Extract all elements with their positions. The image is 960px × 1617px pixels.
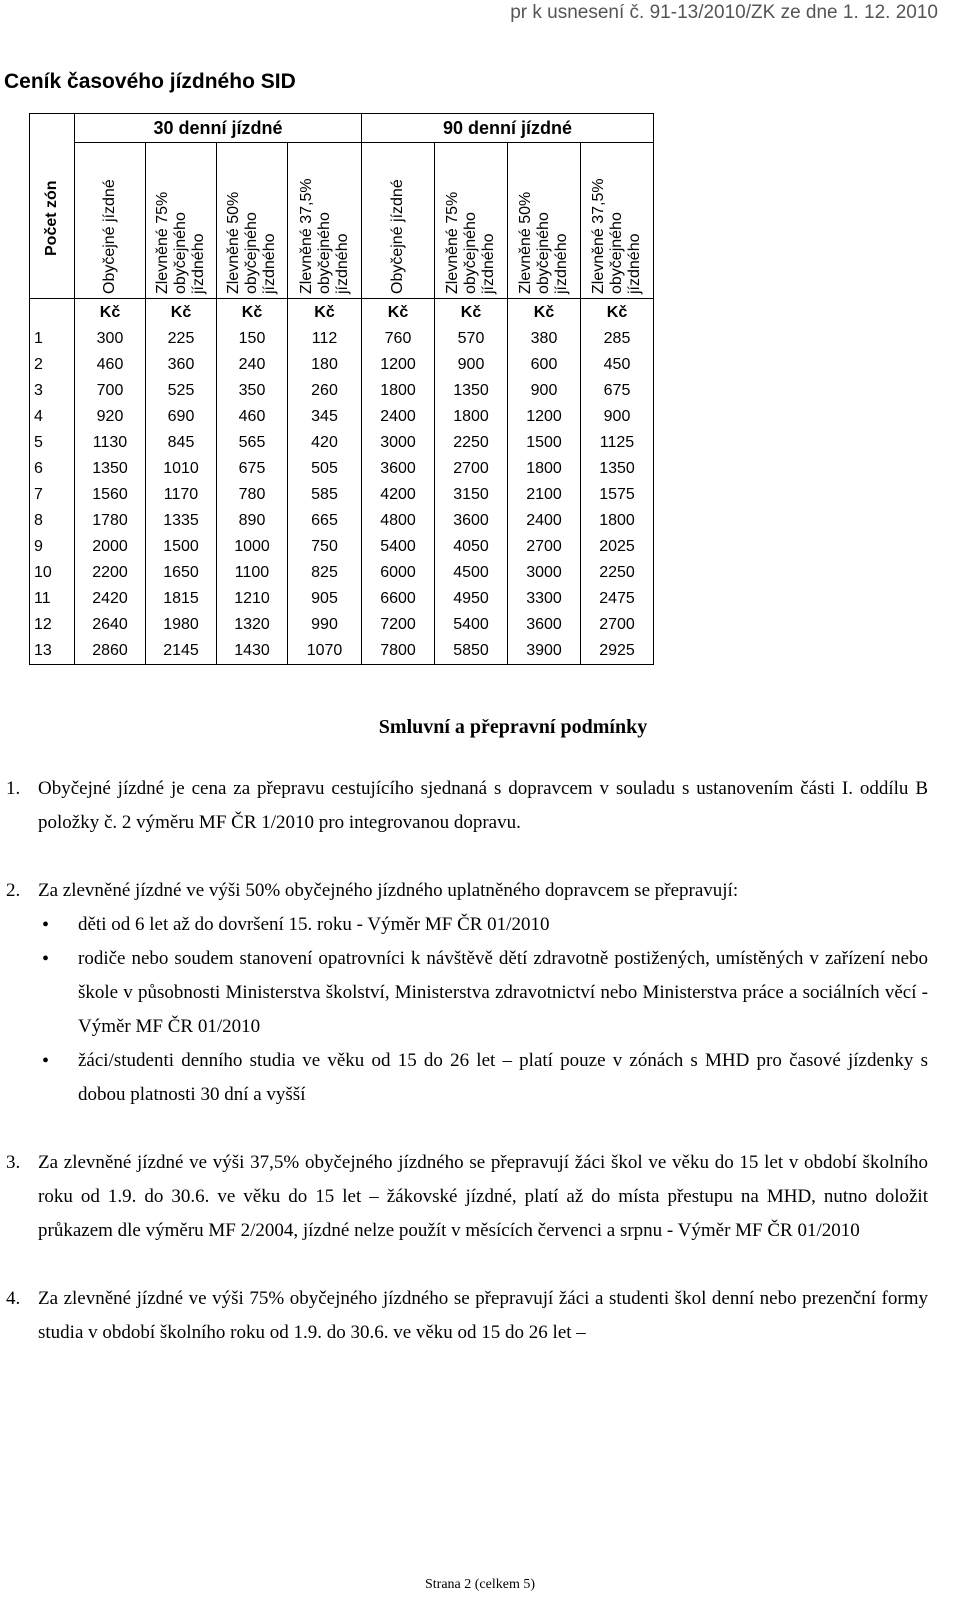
table-row bbox=[30, 586, 654, 612]
price-cell: 450 bbox=[581, 352, 654, 378]
price-cell: 585 bbox=[288, 482, 362, 508]
price-cell: 2145 bbox=[146, 638, 217, 665]
column-header-line: jízdného bbox=[261, 233, 278, 294]
condition-number: 1. bbox=[6, 778, 21, 799]
table-row bbox=[30, 352, 654, 378]
column-header-line: obyčejného bbox=[315, 211, 333, 294]
column-header-row bbox=[30, 143, 654, 299]
price-cell: 1430 bbox=[217, 638, 288, 665]
column-header-line: obyčejného bbox=[172, 211, 189, 294]
price-cell: 225 bbox=[146, 326, 217, 352]
price-cell: 675 bbox=[217, 456, 288, 482]
table-row bbox=[30, 430, 654, 456]
price-cell: 2925 bbox=[581, 638, 654, 665]
price-cell: 2700 bbox=[581, 612, 654, 638]
price-cell: 3150 bbox=[435, 482, 508, 508]
column-header-line: Obyčejné jízdné bbox=[389, 178, 406, 294]
price-cell: 565 bbox=[217, 430, 288, 456]
condition-item-4 bbox=[6, 1282, 928, 1350]
zone-count-cell: 4 bbox=[30, 404, 75, 430]
price-cell: 1500 bbox=[146, 534, 217, 560]
column-header-line: jízdného bbox=[190, 233, 207, 294]
price-cell: 1815 bbox=[146, 586, 217, 612]
group-header-30: 30 denní jízdné bbox=[75, 114, 362, 143]
price-cell: 2025 bbox=[581, 534, 654, 560]
price-cell: 4050 bbox=[435, 534, 508, 560]
condition-text: Za zlevněné jízdné ve výši 75% obyčejného jízdného se přepravují žáci a studenti škol denní nebo prezenční formy studia v období školního roku od 1.9. do 30.6. ve věku od 15 do 26 let – bbox=[38, 1288, 928, 1343]
price-cell: 240 bbox=[217, 352, 288, 378]
price-cell: 900 bbox=[581, 404, 654, 430]
price-cell: 6000 bbox=[362, 560, 435, 586]
price-cell: 2400 bbox=[362, 404, 435, 430]
price-cell: 2250 bbox=[435, 430, 508, 456]
price-cell: 420 bbox=[288, 430, 362, 456]
column-header-cell bbox=[75, 143, 146, 299]
bullet-item: • rodiče nebo soudem stanovení opatrovníci k návštěvě dětí zdravotně postižených, umístěných v zařízení nebo škole v působnosti Ministerstva školství, Ministerstva zdravotnictví nebo Ministerstva práce a sociálních věcí - Výměr MF ČR 01/2010 bbox=[38, 942, 928, 1044]
price-cell: 900 bbox=[435, 352, 508, 378]
bullet-item: • děti od 6 let až do dovršení 15. roku - Výměr MF ČR 01/2010 bbox=[38, 908, 928, 942]
conditions-heading: Smluvní a přepravní podmínky bbox=[378, 716, 648, 738]
price-cell: 4200 bbox=[362, 482, 435, 508]
column-header bbox=[298, 148, 352, 294]
price-cell: 380 bbox=[508, 326, 581, 352]
zone-count-cell: 1 bbox=[30, 326, 75, 352]
column-header-cell bbox=[288, 143, 362, 299]
price-cell: 825 bbox=[288, 560, 362, 586]
column-header bbox=[590, 148, 644, 294]
table-row bbox=[30, 638, 654, 665]
price-cell: 7800 bbox=[362, 638, 435, 665]
column-header-line: jízdného bbox=[626, 233, 643, 294]
price-cell: 1125 bbox=[581, 430, 654, 456]
condition-text: Za zlevněné jízdné ve výši 37,5% obyčejného jízdného se přepravují žáci škol ve věku do 15 let v období školního roku od 1.9. do 30.6. ve věku do 15 let – žákovské jízdné, platí až do místa přestupu na MHD, nutno doložit průkazem dle výměru MF 2/2004, jízdné nelze použít v měsících červenci a srpnu - Výměr MF ČR 01/2010 bbox=[38, 1152, 928, 1241]
condition-item-1 bbox=[6, 772, 928, 840]
table-row bbox=[30, 612, 654, 638]
price-cell: 2100 bbox=[508, 482, 581, 508]
price-cell: 1800 bbox=[581, 508, 654, 534]
unit-cell: Kč bbox=[508, 299, 581, 327]
zone-count-cell: 3 bbox=[30, 378, 75, 404]
table-row bbox=[30, 534, 654, 560]
header-reference: pr k usnesení č. 91-13/2010/ZK ze dne 1. 12. 2010 bbox=[510, 2, 938, 23]
price-cell: 990 bbox=[288, 612, 362, 638]
price-cell: 570 bbox=[435, 326, 508, 352]
price-cell: 4800 bbox=[362, 508, 435, 534]
price-cell: 6600 bbox=[362, 586, 435, 612]
column-header-line: jízdného bbox=[553, 233, 570, 294]
unit-cell: Kč bbox=[435, 299, 508, 327]
price-cell: 260 bbox=[288, 378, 362, 404]
column-header-cell bbox=[581, 143, 654, 299]
price-cell: 1780 bbox=[75, 508, 146, 534]
column-header bbox=[517, 148, 571, 294]
unit-cell: Kč bbox=[217, 299, 288, 327]
zone-count-cell: 2 bbox=[30, 352, 75, 378]
price-cell: 460 bbox=[75, 352, 146, 378]
table-row bbox=[30, 326, 654, 352]
unit-cell: Kč bbox=[75, 299, 146, 327]
price-cell: 1100 bbox=[217, 560, 288, 586]
table-row bbox=[30, 482, 654, 508]
price-cell: 1210 bbox=[217, 586, 288, 612]
condition-item-2 bbox=[6, 874, 928, 1112]
price-cell: 665 bbox=[288, 508, 362, 534]
unit-cell: Kč bbox=[146, 299, 217, 327]
price-cell: 285 bbox=[581, 326, 654, 352]
zone-count-cell: 13 bbox=[30, 638, 75, 665]
price-cell: 460 bbox=[217, 404, 288, 430]
price-cell: 920 bbox=[75, 404, 146, 430]
price-cell: 675 bbox=[581, 378, 654, 404]
price-cell: 2700 bbox=[508, 534, 581, 560]
price-cell: 1800 bbox=[362, 378, 435, 404]
price-cell: 2400 bbox=[508, 508, 581, 534]
column-header-cell bbox=[435, 143, 508, 299]
price-cell: 900 bbox=[508, 378, 581, 404]
price-cell: 1575 bbox=[581, 482, 654, 508]
zone-count-cell: 11 bbox=[30, 586, 75, 612]
column-header-cell bbox=[508, 143, 581, 299]
zone-count-cell: 9 bbox=[30, 534, 75, 560]
price-cell: 600 bbox=[508, 352, 581, 378]
table-row bbox=[30, 456, 654, 482]
price-cell: 1980 bbox=[146, 612, 217, 638]
conditions-section bbox=[6, 710, 928, 1350]
price-cell: 1200 bbox=[508, 404, 581, 430]
column-header bbox=[154, 148, 208, 294]
price-cell: 3000 bbox=[508, 560, 581, 586]
column-header-cell bbox=[217, 143, 288, 299]
condition-number: 4. bbox=[6, 1288, 21, 1309]
price-cell: 345 bbox=[288, 404, 362, 430]
zone-count-cell: 12 bbox=[30, 612, 75, 638]
zones-header: Počet zón bbox=[43, 180, 60, 256]
price-cell: 760 bbox=[362, 326, 435, 352]
price-cell: 360 bbox=[146, 352, 217, 378]
price-table bbox=[29, 113, 654, 665]
price-cell: 780 bbox=[217, 482, 288, 508]
price-cell: 505 bbox=[288, 456, 362, 482]
unit-blank-cell bbox=[30, 299, 75, 327]
bullet-list bbox=[38, 908, 928, 1112]
column-header-line: jízdného bbox=[333, 233, 351, 294]
column-header-line: obyčejného bbox=[462, 211, 479, 294]
price-cell: 350 bbox=[217, 378, 288, 404]
column-header-line: Zlevněné 50% bbox=[225, 191, 242, 294]
price-cell: 1800 bbox=[435, 404, 508, 430]
price-cell: 525 bbox=[146, 378, 217, 404]
unit-cell: Kč bbox=[362, 299, 435, 327]
condition-number: 2. bbox=[6, 880, 21, 901]
price-cell: 2200 bbox=[75, 560, 146, 586]
price-cell: 750 bbox=[288, 534, 362, 560]
condition-text: Obyčejné jízdné je cena za přepravu cestujícího sjednaná s dopravcem v souladu s ustanovením části I. oddílu B položky č. 2 výměru MF ČR 1/2010 pro integrovanou dopravu. bbox=[38, 778, 928, 833]
column-header bbox=[444, 148, 498, 294]
column-header bbox=[225, 148, 279, 294]
column-header-line: Zlevněné 75% bbox=[444, 191, 461, 294]
group-header-90: 90 denní jízdné bbox=[362, 114, 654, 143]
column-header-line: Zlevněné 75% bbox=[154, 191, 171, 294]
column-header-line: Zlevněné 37,5% bbox=[297, 177, 315, 294]
price-cell: 690 bbox=[146, 404, 217, 430]
price-cell: 3600 bbox=[362, 456, 435, 482]
price-cell: 7200 bbox=[362, 612, 435, 638]
column-header-line: jízdného bbox=[480, 233, 497, 294]
price-cell: 2640 bbox=[75, 612, 146, 638]
column-header-line: obyčejného bbox=[243, 211, 260, 294]
table-row bbox=[30, 404, 654, 430]
price-cell: 1350 bbox=[75, 456, 146, 482]
price-cell: 1320 bbox=[217, 612, 288, 638]
unit-cell: Kč bbox=[581, 299, 654, 327]
price-cell: 2420 bbox=[75, 586, 146, 612]
price-cell: 905 bbox=[288, 586, 362, 612]
column-header-line: Obyčejné jízdné bbox=[101, 178, 118, 294]
price-cell: 1500 bbox=[508, 430, 581, 456]
price-cell: 1335 bbox=[146, 508, 217, 534]
bullet-item: • žáci/studenti denního studia ve věku od 15 do 26 let – platí pouze v zónách s MHD pro časové jízdenky s dobou platnosti 30 dní a vyšší bbox=[38, 1044, 928, 1112]
zone-count-cell: 8 bbox=[30, 508, 75, 534]
price-cell: 2000 bbox=[75, 534, 146, 560]
column-header-cell bbox=[362, 143, 435, 299]
price-cell: 1650 bbox=[146, 560, 217, 586]
unit-row bbox=[30, 299, 654, 327]
unit-cell: Kč bbox=[288, 299, 362, 327]
price-cell: 3600 bbox=[508, 612, 581, 638]
zone-count-cell: 7 bbox=[30, 482, 75, 508]
price-cell: 3300 bbox=[508, 586, 581, 612]
table-row bbox=[30, 508, 654, 534]
price-cell: 2250 bbox=[581, 560, 654, 586]
price-cell: 300 bbox=[75, 326, 146, 352]
price-cell: 1560 bbox=[75, 482, 146, 508]
column-header-cell bbox=[146, 143, 217, 299]
price-cell: 5850 bbox=[435, 638, 508, 665]
price-cell: 112 bbox=[288, 326, 362, 352]
table-row bbox=[30, 378, 654, 404]
price-cell: 3000 bbox=[362, 430, 435, 456]
zone-count-cell: 5 bbox=[30, 430, 75, 456]
price-cell: 1350 bbox=[435, 378, 508, 404]
page-footer: Strana 2 (celkem 5) bbox=[424, 1577, 535, 1592]
price-cell: 3900 bbox=[508, 638, 581, 665]
price-cell: 150 bbox=[217, 326, 288, 352]
column-header-line: obyčejného bbox=[608, 211, 625, 294]
price-cell: 2860 bbox=[75, 638, 146, 665]
zone-count-cell: 6 bbox=[30, 456, 75, 482]
column-header-line: Zlevněné 50% bbox=[517, 191, 534, 294]
price-cell: 1130 bbox=[75, 430, 146, 456]
zone-count-cell: 10 bbox=[30, 560, 75, 586]
price-cell: 890 bbox=[217, 508, 288, 534]
condition-text: Za zlevněné jízdné ve výši 50% obyčejného jízdného uplatněného dopravcem se přepravují: bbox=[38, 880, 739, 901]
price-cell: 5400 bbox=[362, 534, 435, 560]
column-header bbox=[101, 148, 119, 294]
price-cell: 1010 bbox=[146, 456, 217, 482]
price-cell: 180 bbox=[288, 352, 362, 378]
condition-item-3 bbox=[6, 1146, 928, 1248]
price-cell: 4500 bbox=[435, 560, 508, 586]
price-cell: 3600 bbox=[435, 508, 508, 534]
zones-header-cell bbox=[30, 114, 75, 299]
column-header-line: obyčejného bbox=[535, 211, 552, 294]
table-row bbox=[30, 560, 654, 586]
price-cell: 1000 bbox=[217, 534, 288, 560]
price-cell: 4950 bbox=[435, 586, 508, 612]
price-cell: 700 bbox=[75, 378, 146, 404]
table-group-header-row bbox=[30, 114, 654, 143]
price-cell: 1170 bbox=[146, 482, 217, 508]
price-cell: 1070 bbox=[288, 638, 362, 665]
price-cell: 1800 bbox=[508, 456, 581, 482]
column-header bbox=[389, 148, 407, 294]
column-header-line: Zlevněné 37,5% bbox=[590, 177, 607, 294]
price-cell: 845 bbox=[146, 430, 217, 456]
document-title: Ceník časového jízdného SID bbox=[4, 70, 296, 93]
price-cell: 2475 bbox=[581, 586, 654, 612]
price-cell: 1350 bbox=[581, 456, 654, 482]
price-cell: 1200 bbox=[362, 352, 435, 378]
condition-number: 3. bbox=[6, 1152, 21, 1173]
price-cell: 2700 bbox=[435, 456, 508, 482]
price-cell: 5400 bbox=[435, 612, 508, 638]
